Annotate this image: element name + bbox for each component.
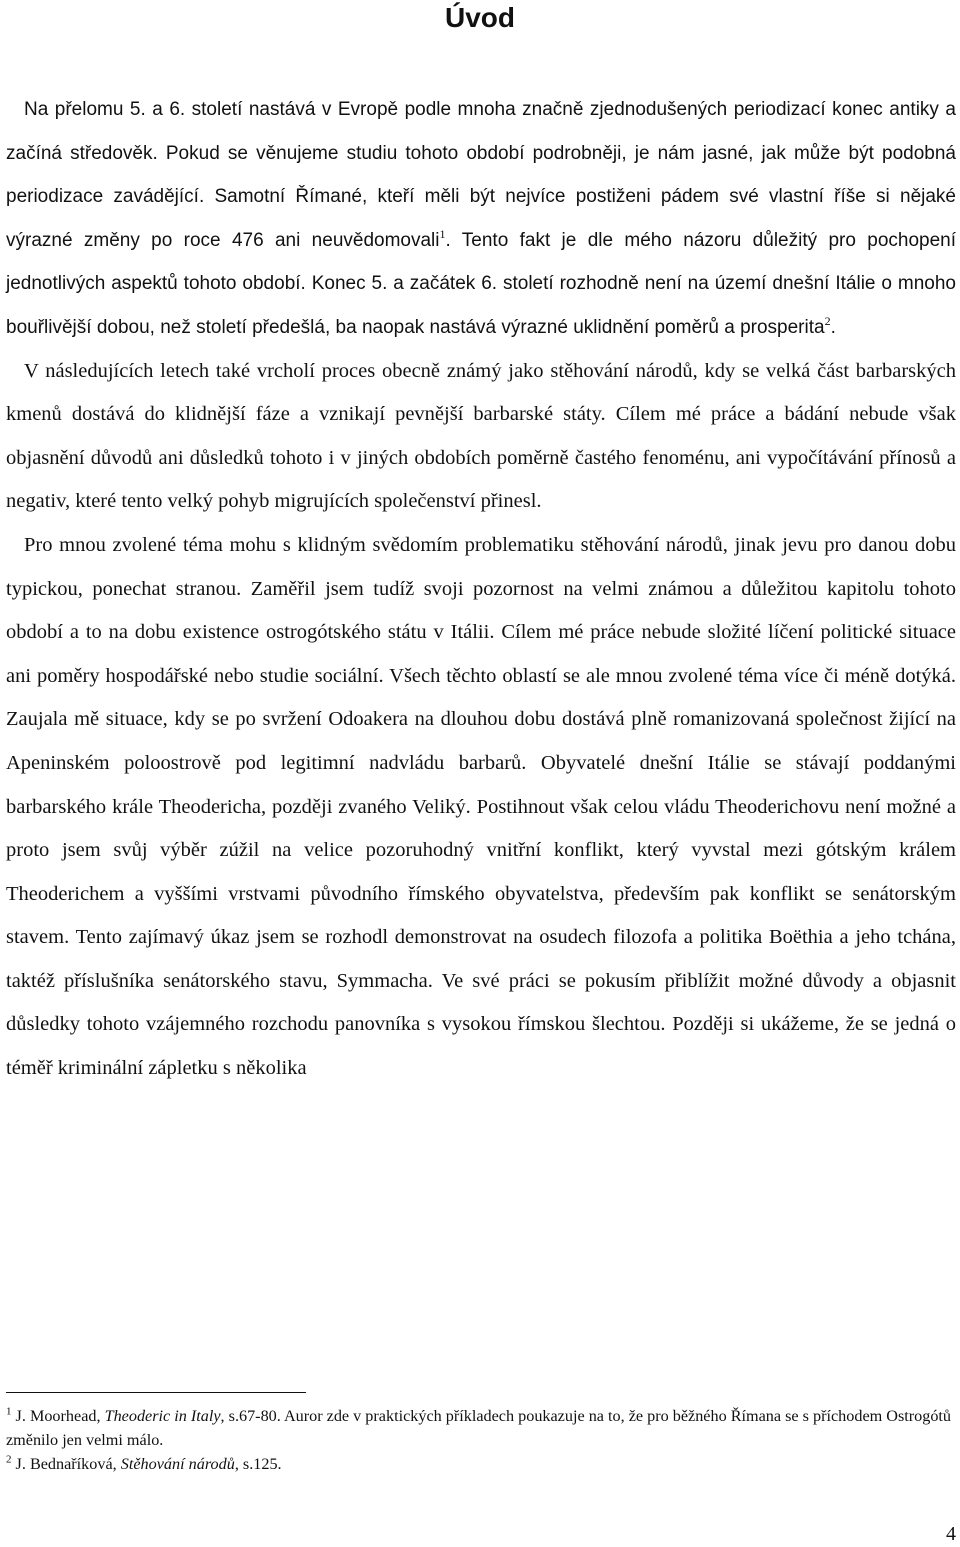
footnote-1-text-b: , s.67-80. Auror zde v praktických příkladech poukazuje na to, že pro běžného Římana se s příchodem Ostrogótů změnilo jen velmi málo. — [6, 1407, 952, 1449]
footnote-1-text-a: J. Moorhead, — [11, 1407, 105, 1425]
paragraph-3-text: Pro mnou zvolené téma mohu s klidným svědomím problematiku stěhování národů, jinak jevu pro danou dobu typickou, ponechat stranou. Zaměřil jsem tudíž svoji pozornost na velmi známou a důležitou kapitolu tohoto období a to na dobu existence ostrogótského státu v Itálii. Cílem mé práce nebude složité líčení politické situace ani poměry hospodářské nebo studie sociální. Všech těchto oblastí se ale mnou zvolené téma více či méně dotýká. Zaujala mě situace, kdy se po svržení Odoakera na dlouhou dobu dostává plně romanizovaná společnost žijící na Apeninském poloostrově pod legitimní nadvládu barbarů. Obyvatelé dnešní Itálie se stávají poddanými barbarského krále Theodericha, později zvaného Veliký. Postihnout však celou vládu Theoderichovu není možné a proto jsem svůj výběr zúžil na velice pozoruhodný vnitřní konflikt, který vyvstal mezi gótským králem Theoderichem a vyššími vrstvami původního římského obyvatelstva, především pak konflikt se senátorským stavem. Tento zajímavý úkaz jsem se rozhodl demonstrovat na osudech filozofa a politika Boëthia a jeho tchána, taktéž příslušníka senátorského stavu, Symmacha. Ve své práci se pokusím přiblížit možné důvody a objasnit důsledky tohoto vzájemného rozchodu panovníka s vysokou římskou šlechtou. Později si ukážeme, že se jedná o téměř kriminální zápletku s několika — [6, 533, 956, 1080]
page-number: 4 — [946, 1523, 956, 1545]
page-title: Úvod — [445, 2, 515, 33]
paragraph-1-text-d: . — [830, 316, 836, 338]
footnote-ref-1: 1 — [439, 226, 446, 241]
body-text — [6, 88, 956, 1091]
paragraph-2-text: V následujících letech také vrcholí proces obecně známý jako stěhování národů, kdy se velká část barbarských kmenů dostává do klidnější fáze a vznikají pevnější barbarské státy. Cílem mé práce a bádání nebude však objasnění důvodů ani důsledků tohoto i v jiných obdobích poměrně častého fenoménu, ani vypočítávání přínosů a negativ, které tento velký pohyb migrujících společenství přinesl. — [6, 359, 956, 513]
footnote-2 — [6, 1452, 956, 1476]
footnote-1-title: Theoderic in Italy — [104, 1407, 221, 1425]
footnotes — [6, 1404, 956, 1476]
paragraph-1 — [6, 88, 956, 350]
paragraph-1-text-b: Samotní Římané, kteří měli být nejvíce postiženi pádem své vlastní říše si nějaké výrazné změny po roce 476 ani neuvědomovali — [6, 186, 956, 251]
footnote-ref-2: 2 — [824, 314, 831, 329]
footnote-1-number: 1 — [6, 1405, 12, 1418]
paragraph-1-text-c: . Tento fakt je dle mého názoru důležitý pro pochopení jednotlivých aspektů tohoto období. Konec 5. a začátek 6. století rozhodně není na území dnešní Itálie o mnoho bouřlivější dobou, než století předešlá, ba naopak nastává výrazné uklidnění poměrů a prosperita — [6, 229, 956, 338]
footnote-2-text-a: J. Bednaříková, — [11, 1455, 121, 1473]
paragraph-1-text-a: Na přelomu 5. a 6. století nastává v Evropě podle mnoha značně zjednodušených periodizací konec antiky a začíná středověk. Pokud se věnujeme studiu tohoto období podrobněji, je nám jasné, jak může být podobná periodizace zavádějící. — [6, 99, 956, 208]
paragraph-3 — [6, 524, 956, 1091]
paragraph-2 — [6, 350, 956, 524]
footnote-separator — [6, 1392, 306, 1393]
footnote-1 — [6, 1404, 956, 1452]
footnote-2-text-b: , s.125. — [234, 1455, 282, 1473]
footnote-2-number: 2 — [6, 1453, 12, 1466]
footnote-2-title: Stěhování národů — [120, 1455, 235, 1473]
